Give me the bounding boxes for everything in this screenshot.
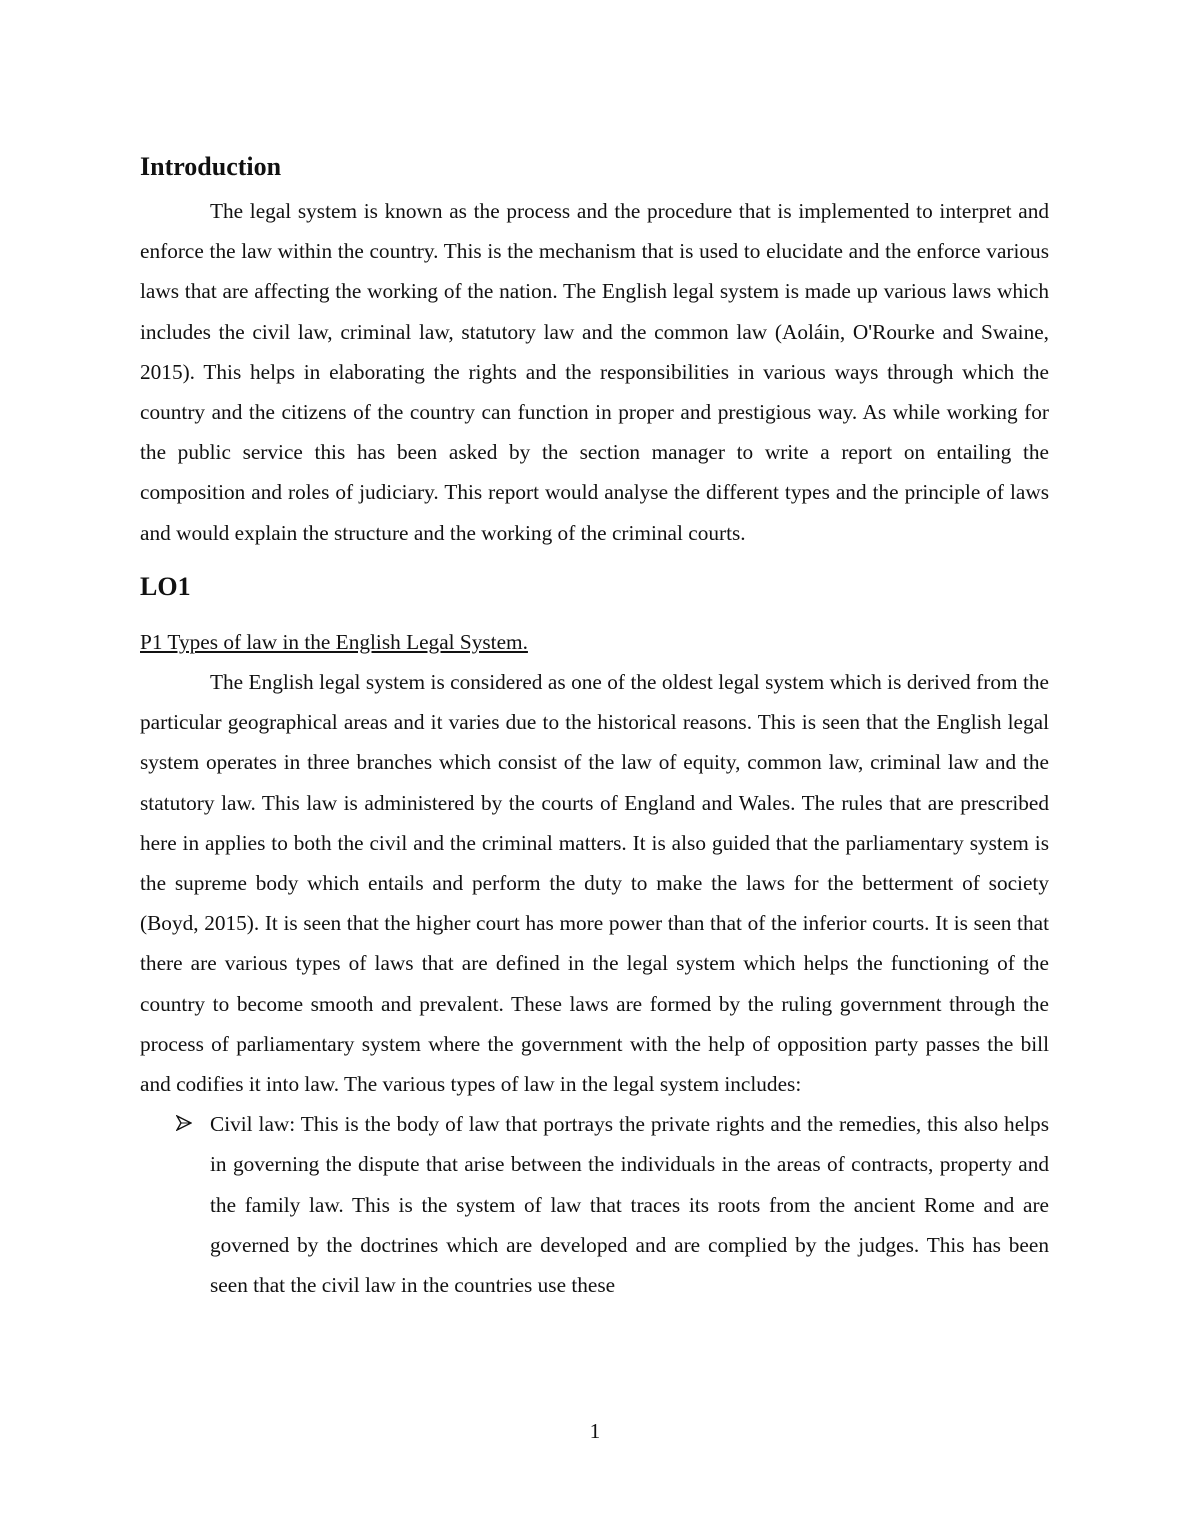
- p1-paragraph: The English legal system is considered as one of the oldest legal system which is derived from the particular geographical areas and it varies due to the historical reasons. This is seen that the English legal system operates in three branches which consist of the law of equity, common law, criminal law and the statutory law. This law is administered by the courts of England and Wales. The rules that are prescribed here in applies to both the civil and the criminal matters. It is also guided that the parliamentary system is the supreme body which entails and perform the duty to make the laws for the betterment of society (Boyd, 2015). It is seen that the higher court has more power than that of the inferior courts. It is seen that there are various types of laws that are defined in the legal system which helps the functioning of the country to become smooth and prevalent. These laws are formed by the ruling government through the process of parliamentary system where the government with the help of opposition party passes the bill and codifies it into law. The various types of law in the legal system includes:: [140, 670, 1049, 1097]
- arrowhead-bullet-icon: [176, 1115, 192, 1131]
- page-number: 1: [589, 1419, 601, 1443]
- law-types-list: [140, 1104, 1049, 1305]
- list-item: [140, 1104, 1049, 1305]
- page-content: [140, 147, 1049, 1305]
- list-item-text: Civil law: This is the body of law that portrays the private rights and the remedies, this also helps in governing the dispute that arise between the individuals in the areas of contracts, property and the family law. This is the system of law that traces its roots from the ancient Rome and are governed by the doctrines which are developed and are complied by the judges. This has been seen that the civil law in the countries use these: [210, 1112, 1049, 1298]
- lo1-heading: LO1: [140, 571, 191, 601]
- p1-subheading: P1 Types of law in the English Legal System.: [140, 629, 528, 654]
- introduction-paragraph: The legal system is known as the process and the procedure that is implemented to interpret and enforce the law within the country. This is the mechanism that is used to elucidate and the enforce various laws that are affecting the working of the nation. The English legal system is made up various laws which includes the civil law, criminal law, statutory law and the common law (Aoláin, O'Rourke and Swaine, 2015). This helps in elaborating the rights and the responsibilities in various ways through which the country and the citizens of the country can function in proper and prestigious way. As while working for the public service this has been asked by the section manager to write a report on entailing the composition and roles of judiciary. This report would analyse the different types and the principle of laws and would explain the structure and the working of the criminal courts.: [140, 199, 1049, 545]
- introduction-heading: Introduction: [140, 152, 282, 181]
